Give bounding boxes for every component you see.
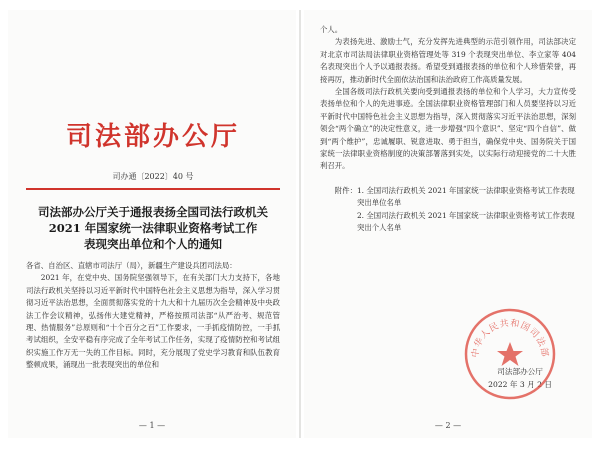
notice-title-line-1: 司法部办公厅关于通报表扬全国司法行政机关	[38, 205, 268, 219]
body-paragraph: 2021 年，在党中央、国务院坚强领导下，在有关部门大力支持下，各地司法行政机关坚持以习近平新时代中国特色社会主义思想为指导，深入学习贯彻习近平法治思想，全面贯彻落实党的十九大和十九届历次全会精神及中央政法工作会议精神，弘扬伟大建党精神，严格按照司法部“从严治考、规范管理、热情服务”总原则和“十个百分之百”工作要求，一手抓疫情防控，一手抓考试组织，全安平稳有序完成了全年考试工作任务，实现了疫情防控和考试组织实施工作万无一失的工作目标。同时，充分展现了党史学习教育和队伍教育整顿成果，涌现出一批表现突出的单位和	[26, 273, 280, 370]
seal-icon	[462, 306, 558, 402]
attachments-label: 附件：	[334, 185, 357, 195]
commendation-paragraph: 为表扬先进、激励士气，充分发挥先进典型的示范引领作用，司法部决定对北京市司法局法律职业资格管理处等 319 个表现突出单位、李立家等 404 名表现突出个人予以通报表扬。希望受到通报表扬的单位和个人珍惜荣誉，再接再厉，推动新时代全面依法治国和法治政府工作高质量发展。	[320, 37, 576, 84]
page-gutter	[299, 10, 301, 438]
attachment-item-1: 1. 全国司法行政机关 2021 年国家统一法律职业资格考试工作表现突出单位名单	[356, 185, 575, 208]
seal-ring-text: 中华人民共和国司法部	[470, 318, 550, 359]
doc-number: 司办通〔2022〕40 号	[112, 172, 194, 181]
signature-org: 司法部办公厅	[497, 367, 543, 376]
red-divider-rule	[26, 188, 280, 190]
addressee: 各省、自治区、直辖市司法厅（局），新疆生产建设兵团司法局：	[26, 261, 237, 270]
attachments-block	[320, 185, 576, 235]
continued-text: 个人。	[320, 25, 343, 34]
page-two	[304, 10, 592, 438]
official-seal	[462, 306, 558, 402]
call-to-action-paragraph: 全国各级司法行政机关要向受到通报表扬的单位和个人学习，大力宣传受表扬单位和个人的先进事迹。全国法律职业资格管理部门和人员要坚持以习近平新时代中国特色社会主义思想为指导，深入贯彻落实习近平法治思想，深刻领会“两个确立”的决定性意义，进一步增强“四个意识”、坚定“四个自信”、做到“两个维护”，忠诚履职、锐意进取、勇于担当，确保党中央、国务院关于国家统一法律职业资格制度的决策部署落到实处，以实际行动迎接党的二十大胜利召开。	[320, 87, 576, 171]
page-number-2: — 2 —	[434, 421, 462, 430]
notice-title-line-2: 2021 年国家统一法律职业资格考试工作	[48, 221, 258, 235]
notice-title-line-3: 表现突出单位和个人的通知	[84, 237, 222, 251]
page-number-1: — 1 —	[138, 421, 166, 430]
attachment-item-2: 2. 全国司法行政机关 2021 年国家统一法律职业资格考试工作表现突出个人名单	[356, 210, 575, 233]
office-title: 司法部办公厅	[65, 122, 240, 152]
signature-date: 2022 年 3 月 2 日	[488, 380, 552, 389]
notice-title	[26, 204, 280, 252]
page-one	[8, 10, 296, 438]
seal-star-icon	[497, 342, 523, 366]
